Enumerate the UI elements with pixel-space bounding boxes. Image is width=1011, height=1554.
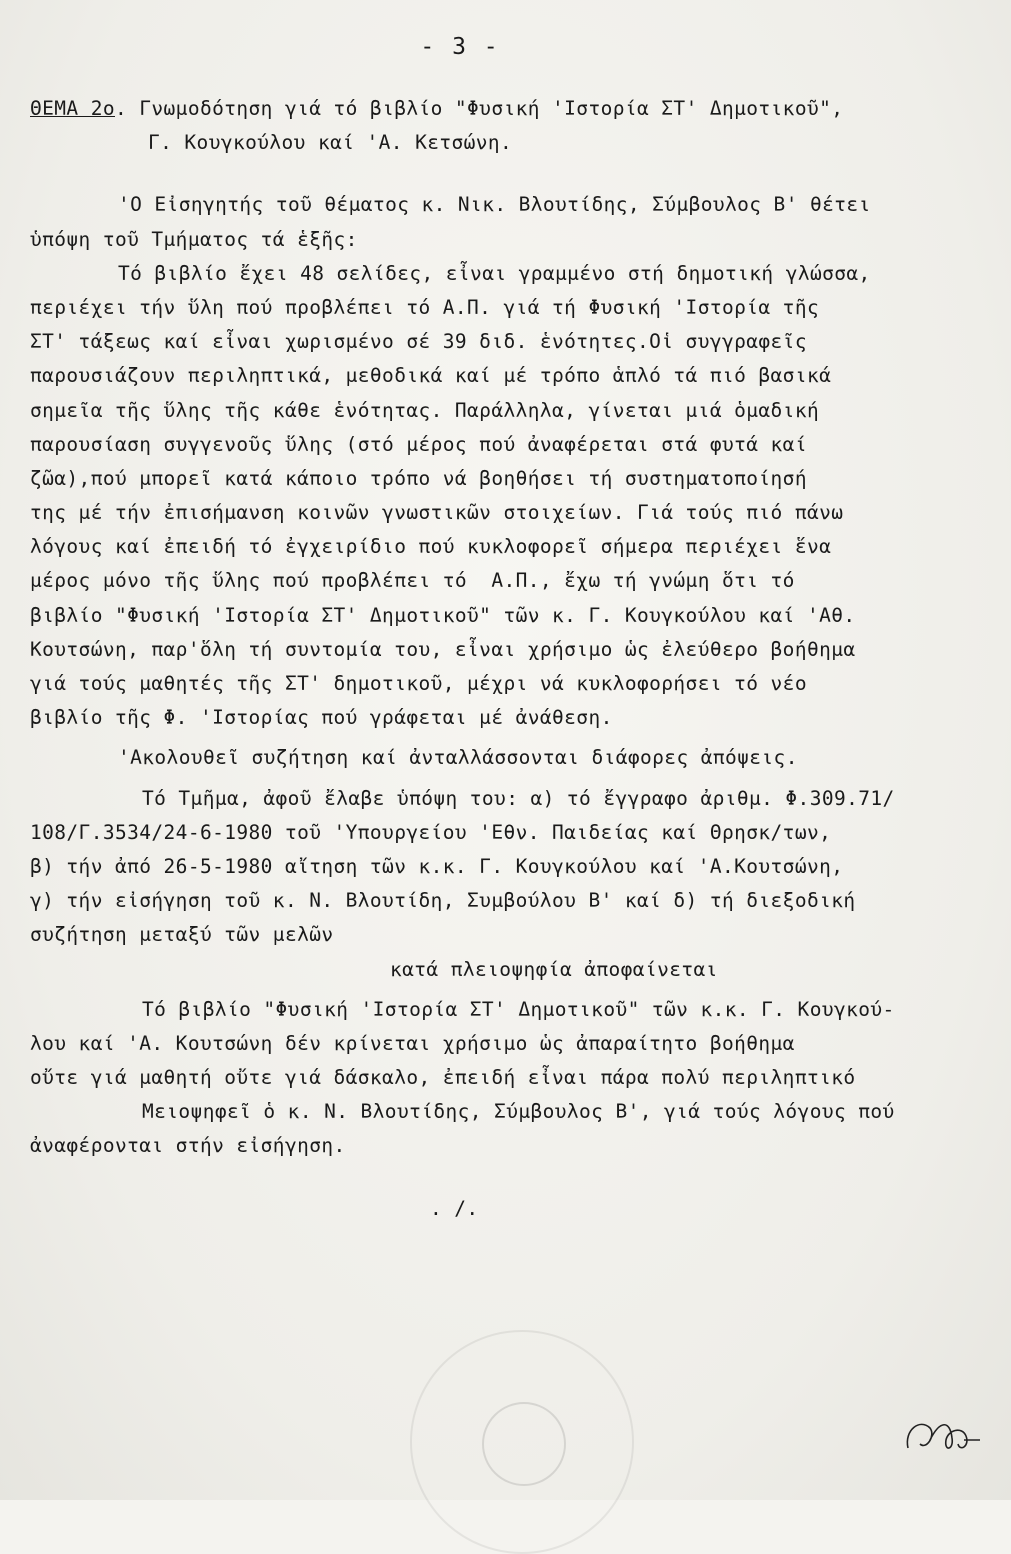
p5-line: Τό βιβλίο "Φυσική 'Ιστορία ΣΤ' Δημοτικοῦ" τῶν κ.κ. Γ. Κουγκού- bbox=[142, 997, 895, 1021]
p4-line: β) τήν ἀπό 26-5-1980 αἴτηση τῶν κ.κ. Γ. Κουγκούλου καί 'Α.Κουτσώνη, bbox=[30, 854, 844, 878]
p5-line: οὔτε γιά μαθητή οὔτε γιά δάσκαλο, ἐπειδή εἶναι πάρα πολύ περιληπτικό bbox=[30, 1066, 856, 1090]
closing-mark: . /. bbox=[430, 1196, 479, 1220]
p3-line: 'Ακολουθεῖ συζήτηση καί ἀνταλλάσσονται διάφορες ἀπόψεις. bbox=[118, 746, 798, 770]
p2-line: ΣΤ' τάξεως καί εἶναι χωρισμένο σέ 39 διδ. ἑνότητες.Οἱ συγγραφεῖς bbox=[30, 330, 807, 354]
subject-line-2: Γ. Κουγκούλου καί 'Α. Κετσώνη. bbox=[148, 131, 513, 155]
p4-line: Τό Τμῆμα, ἀφοῦ ἔλαβε ὑπόψη του: α) τό ἔγγραφο ἀριθμ. Φ.309.71/ bbox=[142, 786, 895, 810]
decision-heading: κατά πλειοψηφία ἀποφαίνεται bbox=[390, 957, 718, 981]
p1-line: 'Ο Εἰσηγητής τοῦ θέματος κ. Νικ. Βλουτίδης, Σύμβουλος Β' θέτει bbox=[118, 193, 871, 217]
subject-label: ΘΕΜΑ 2ο bbox=[30, 97, 115, 120]
p2-line: σημεῖα τῆς ὕλης τῆς κάθε ἑνότητας. Παράλληλα, γίνεται μιά ὁμαδική bbox=[30, 398, 820, 422]
p2-line: παρουσίαση συγγενοῦς ὕλης (στό μέρος πού ἀναφέρεται στά φυτά καί bbox=[30, 432, 807, 456]
p1-line: ὑπόψη τοῦ Τμήματος τά ἑξῆς: bbox=[30, 227, 358, 251]
document-body bbox=[30, 92, 998, 1226]
p2-line: παρουσιάζουν περιληπτικά, μεθοδικά καί μέ τρόπο ἁπλό τά πιό βασικά bbox=[30, 364, 832, 388]
p2-line: της μέ τήν ἐπισήμανση κοινῶν γνωστικῶν στοιχείων. Γιά τούς πιό πάνω bbox=[30, 501, 844, 525]
page-number: - 3 - bbox=[420, 34, 500, 60]
p6-line: Μειοψηφεῖ ὁ κ. Ν. Βλουτίδης, Σύμβουλος Β', γιά τούς λόγους πού bbox=[142, 1100, 895, 1124]
p2-line: Κουτσώνη, παρ'ὅλη τή συντομία του, εἶναι χρήσιμο ὡς ἐλεύθερο βοήθημα bbox=[30, 637, 856, 661]
p4-line: γ) τήν εἰσήγηση τοῦ κ. Ν. Βλουτίδη, Συμβούλου Β' καί δ) τή διεξοδική bbox=[30, 889, 856, 913]
p6-line: ἀναφέρονται στήν εἰσήγηση. bbox=[30, 1134, 346, 1158]
p2-line: Τό βιβλίο ἔχει 48 σελίδες, εἶναι γραμμένο στή δημοτική γλώσσα, bbox=[118, 261, 871, 285]
p4-line: 108/Γ.3534/24-6-1980 τοῦ 'Υπουργείου 'Εθν. Παιδείας καί Θρησκ/των, bbox=[30, 820, 832, 844]
p2-line: περιέχει τήν ὕλη πού προβλέπει τό Α.Π. γιά τή Φυσική 'Ιστορία τῆς bbox=[30, 295, 820, 319]
p2-line: μέρος μόνο τῆς ὕλης πού προβλέπει τό Α.Π., ἔχω τή γνώμη ὅτι τό bbox=[30, 569, 795, 593]
p2-line: γιά τούς μαθητές τῆς ΣΤ' δημοτικοῦ, μέχρι νά κυκλοφορήσει τό νέο bbox=[30, 672, 807, 695]
p2-line: ζῶα),πού μπορεῖ κατά κάποιο τρόπο νά βοηθήσει τή συστηματοποίησή bbox=[30, 466, 807, 490]
official-seal-stamp bbox=[410, 1330, 634, 1554]
p2-line: βιβλίο τῆς Φ. 'Ιστορίας πού γράφεται μέ ἀνάθεση. bbox=[30, 706, 613, 730]
p5-line: λου καί 'Α. Κουτσώνη δέν κρίνεται χρήσιμο ὡς ἀπαραίτητο βοήθημα bbox=[30, 1031, 795, 1055]
subject-line-1 bbox=[30, 92, 998, 126]
p2-line: λόγους καί ἐπειδή τό ἐγχειρίδιο πού κυκλοφορεῖ σήμερα περιέχει ἕνα bbox=[30, 535, 832, 559]
p2-line: βιβλίο "Φυσική 'Ιστορία ΣΤ' Δημοτικοῦ" τῶν κ. Γ. Κουγκούλου καί 'Αθ. bbox=[30, 603, 856, 627]
subject-title: . Γνωμοδότηση γιά τό βιβλίο "Φυσική 'Ιστορία ΣΤ' Δημοτικοῦ", bbox=[114, 97, 844, 120]
signature-initials bbox=[900, 1410, 985, 1460]
p4-line: συζήτηση μεταξύ τῶν μελῶν bbox=[30, 923, 334, 947]
